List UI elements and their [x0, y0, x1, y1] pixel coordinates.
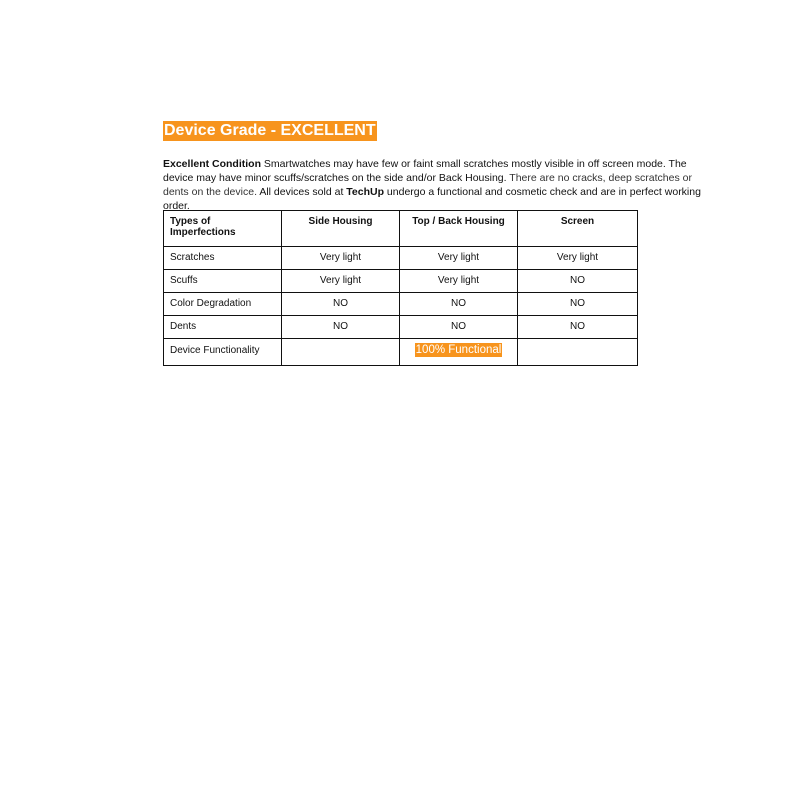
- row-label: Color Degradation: [164, 293, 282, 316]
- header-screen: Screen: [518, 211, 638, 247]
- table-cell: NO: [518, 316, 638, 339]
- condition-description: [163, 157, 705, 213]
- functional-badge: 100% Functional: [415, 344, 502, 356]
- table-cell: Very light: [400, 247, 518, 270]
- description-part-4: undergo a functional and cosmetic check and are in perfect working order.: [163, 186, 701, 212]
- table-row-scuffs: [164, 270, 638, 293]
- table-cell: [400, 339, 518, 366]
- table-row-dents: [164, 316, 638, 339]
- table-row-scratches: [164, 247, 638, 270]
- grade-title: Device Grade - EXCELLENT: [164, 122, 376, 139]
- table-cell: NO: [400, 293, 518, 316]
- table-row-device-functionality: [164, 339, 638, 366]
- imperfections-table: [163, 210, 638, 366]
- table-header-row: [164, 211, 638, 247]
- table-cell: Very light: [282, 270, 400, 293]
- table-cell: [282, 339, 400, 366]
- brand-name: TechUp: [346, 186, 385, 198]
- row-label: Scuffs: [164, 270, 282, 293]
- table-cell: Very light: [282, 247, 400, 270]
- table-cell: NO: [400, 316, 518, 339]
- description-part-3: All devices sold at: [256, 186, 347, 198]
- header-top-back-housing: Top / Back Housing: [400, 211, 518, 247]
- table-row-color-degradation: [164, 293, 638, 316]
- row-label: Dents: [164, 316, 282, 339]
- table-cell: NO: [282, 316, 400, 339]
- table-cell: NO: [282, 293, 400, 316]
- header-types-of-imperfections: Types of Imperfections: [164, 211, 282, 247]
- table-cell: [518, 339, 638, 366]
- row-label: Device Functionality: [164, 339, 282, 366]
- condition-lead: Excellent Condition: [163, 158, 262, 170]
- table-cell: Very light: [400, 270, 518, 293]
- description-part-2: There are no cracks, deep scratches or dents on the device.: [163, 172, 692, 198]
- table-cell: NO: [518, 293, 638, 316]
- table-cell: NO: [518, 270, 638, 293]
- table-cell: Very light: [518, 247, 638, 270]
- description-part-1: Smartwatches may have few or faint small scratches mostly visible in off screen mode. The device may have minor scuffs/scratches on the side and/or Back Housing.: [163, 158, 687, 184]
- row-label: Scratches: [164, 247, 282, 270]
- grade-document: [163, 121, 723, 356]
- header-side-housing: Side Housing: [282, 211, 400, 247]
